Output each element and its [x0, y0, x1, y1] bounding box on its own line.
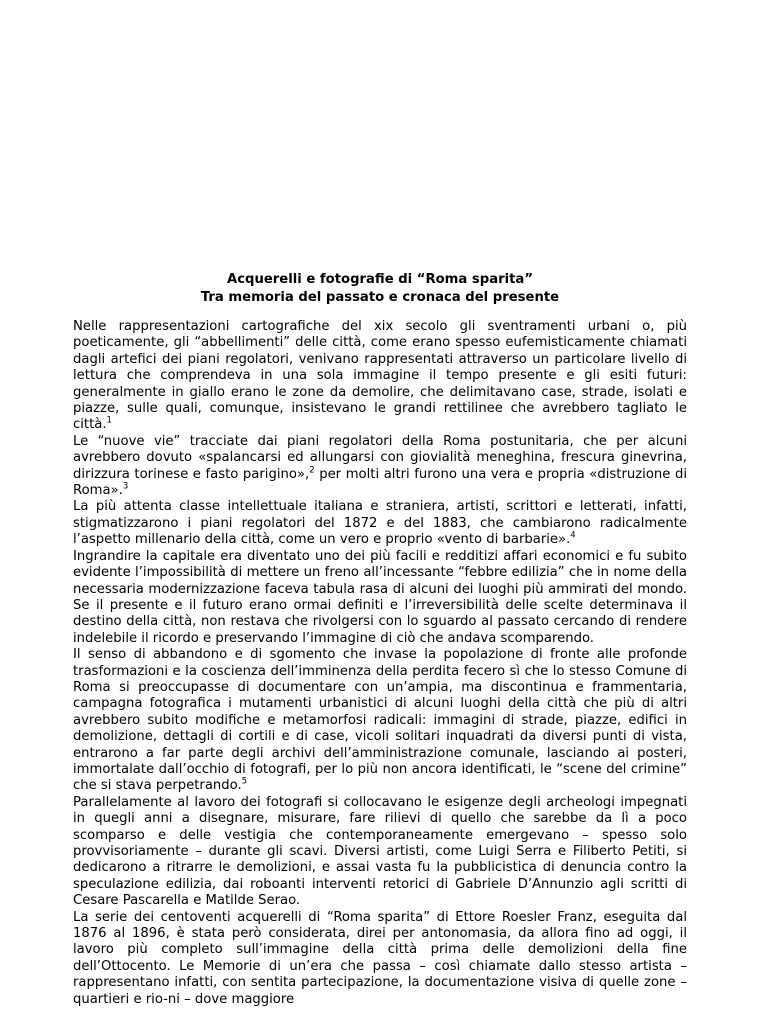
paragraph-text: Parallelamente al lavoro dei fotografi si collocavano le esigenze degli archeologi impegnati in quegli anni a disegnare, misurare, fare rilievi di quello che sarebbe da lì a poco scomparso e delle vestigia che contemporaneamente emergevano – spesso solo provvisoriamente – durante gli scavi. Diversi artisti, come Luigi Serra e Filiberto Petiti, si dedicarono a ritrarre le demolizioni, e assai vasta fu la pubblicistica di denuncia contro la speculazione edilizia, dai roboanti interventi retorici di Gabriele D’Annunzio agli scritti di Cesare Pascarella e Matilde Serao. — [73, 794, 687, 909]
paragraph-text: Le “nuove vie” tracciate dai piani regolatori della Roma postunitaria, che per alcuni avrebbero dovuto «spalancarsi ed allungarsi con giovialità meneghina, frescura ginevrina, dirizzura torinese e fasto parigino», — [73, 433, 687, 482]
footnote-marker: 5 — [241, 776, 248, 787]
paragraph — [73, 499, 687, 548]
paragraph-text: La più attenta classe intellettuale italiana e straniera, artisti, scrittori e letterati, infatti, stigmatizzarono i piani regolatori del 1872 e del 1883, che cambiarono radicalmente l’aspetto millenario della città, come un vero e proprio «vento di barbarie». — [73, 499, 687, 548]
title-block — [73, 271, 687, 307]
body-text — [73, 319, 687, 1008]
paragraph-text: Ingrandire la capitale era diventato uno dei più facili e redditizi affari economici e fu subito evidente l’impossibilità di mettere un freno all’incessante “febbre edilizia” che in nome della necessaria modernizzazione faceva tabula rasa di alcuni dei luoghi più ammirati del mondo. Se il presente e il futuro erano ormai definiti e l’irreversibilità delle scelte determinava il destino della città, non restava che rivolgersi con lo sguardo al passato cercando di rendere indelebile il ricordo e preservando l’immagine di ciò che andava scomparendo. — [73, 548, 687, 646]
paragraph — [73, 647, 687, 795]
footnote-marker: 3 — [122, 481, 129, 492]
paragraph — [73, 910, 687, 1008]
paragraph — [73, 319, 687, 434]
document-page — [73, 271, 687, 1008]
paragraph-text: Il senso di abbandono e di sgomento che invase la popolazione di fronte alle profonde trasformazioni e la coscienza dell’imminenza della perdita fecero sì che lo stesso Comune di Roma si preoccupasse di documentare con un’ampia, ma discontinua e frammentaria, campagna fotografica i mutamenti urbanistici di alcuni luoghi della città che più di altri avrebbero subito modifiche e metamorfosi radicali: immagini di strade, piazze, edifici in demolizione, dettagli di cortili e di case, vicoli solitari inquadrati da diversi punti di vista, entrarono a far parte degli archivi dell’amministrazione comunale, lasciando ai posteri, immortalate dall’occhio di fotografi, per lo più non ancora identificati, le “scene del crimine” che si stava perpetrando. — [73, 647, 687, 794]
document-subtitle: Tra memoria del passato e cronaca del presente — [200, 290, 560, 305]
footnote-marker: 2 — [309, 465, 315, 476]
paragraph-text: La serie dei centoventi acquerelli di “Roma sparita” di Ettore Roesler Franz, eseguita dal 1876 al 1896, è stata però considerata, direi per antonomasia, da allora fino ad oggi, il lavoro più completo sull’immagine della città prima delle demolizioni della fine dell’Ottocento. Le Memorie di un’era che passa – così chiamate dallo stesso artista – rappresentano infatti, con sentita partecipazione, la documentazione visiva di quelle zone – quartieri e rio-ni – dove maggiore — [73, 909, 687, 1007]
footnote-marker: 4 — [570, 530, 576, 541]
paragraph-text: per molti altri furono una vera e propria «distruzione di Roma». — [73, 466, 687, 499]
paragraph — [73, 795, 687, 910]
paragraph — [73, 434, 687, 500]
paragraph — [73, 549, 687, 647]
document-title: Acquerelli e fotografie di “Roma sparita” — [227, 272, 533, 287]
footnote-marker: 1 — [106, 416, 112, 427]
paragraph-text: Nelle rappresentazioni cartografiche del xix secolo gli sventramenti urbani o, più poeticamente, gli “abbellimenti” delle città, come erano spesso eufemisticamente chiamati dagli artefici dei piani regolatori, venivano rappresentati attraverso un particolare livello di lettura che comprendeva in una sola immagine il tempo presente e gli esiti futuri: generalmente in giallo erano le zone da demolire, che delimitavano case, strade, isolati e piazze, sulle quali, comunque, insistevano le grandi rettilinee che avrebbero tagliato le città. — [73, 319, 687, 433]
